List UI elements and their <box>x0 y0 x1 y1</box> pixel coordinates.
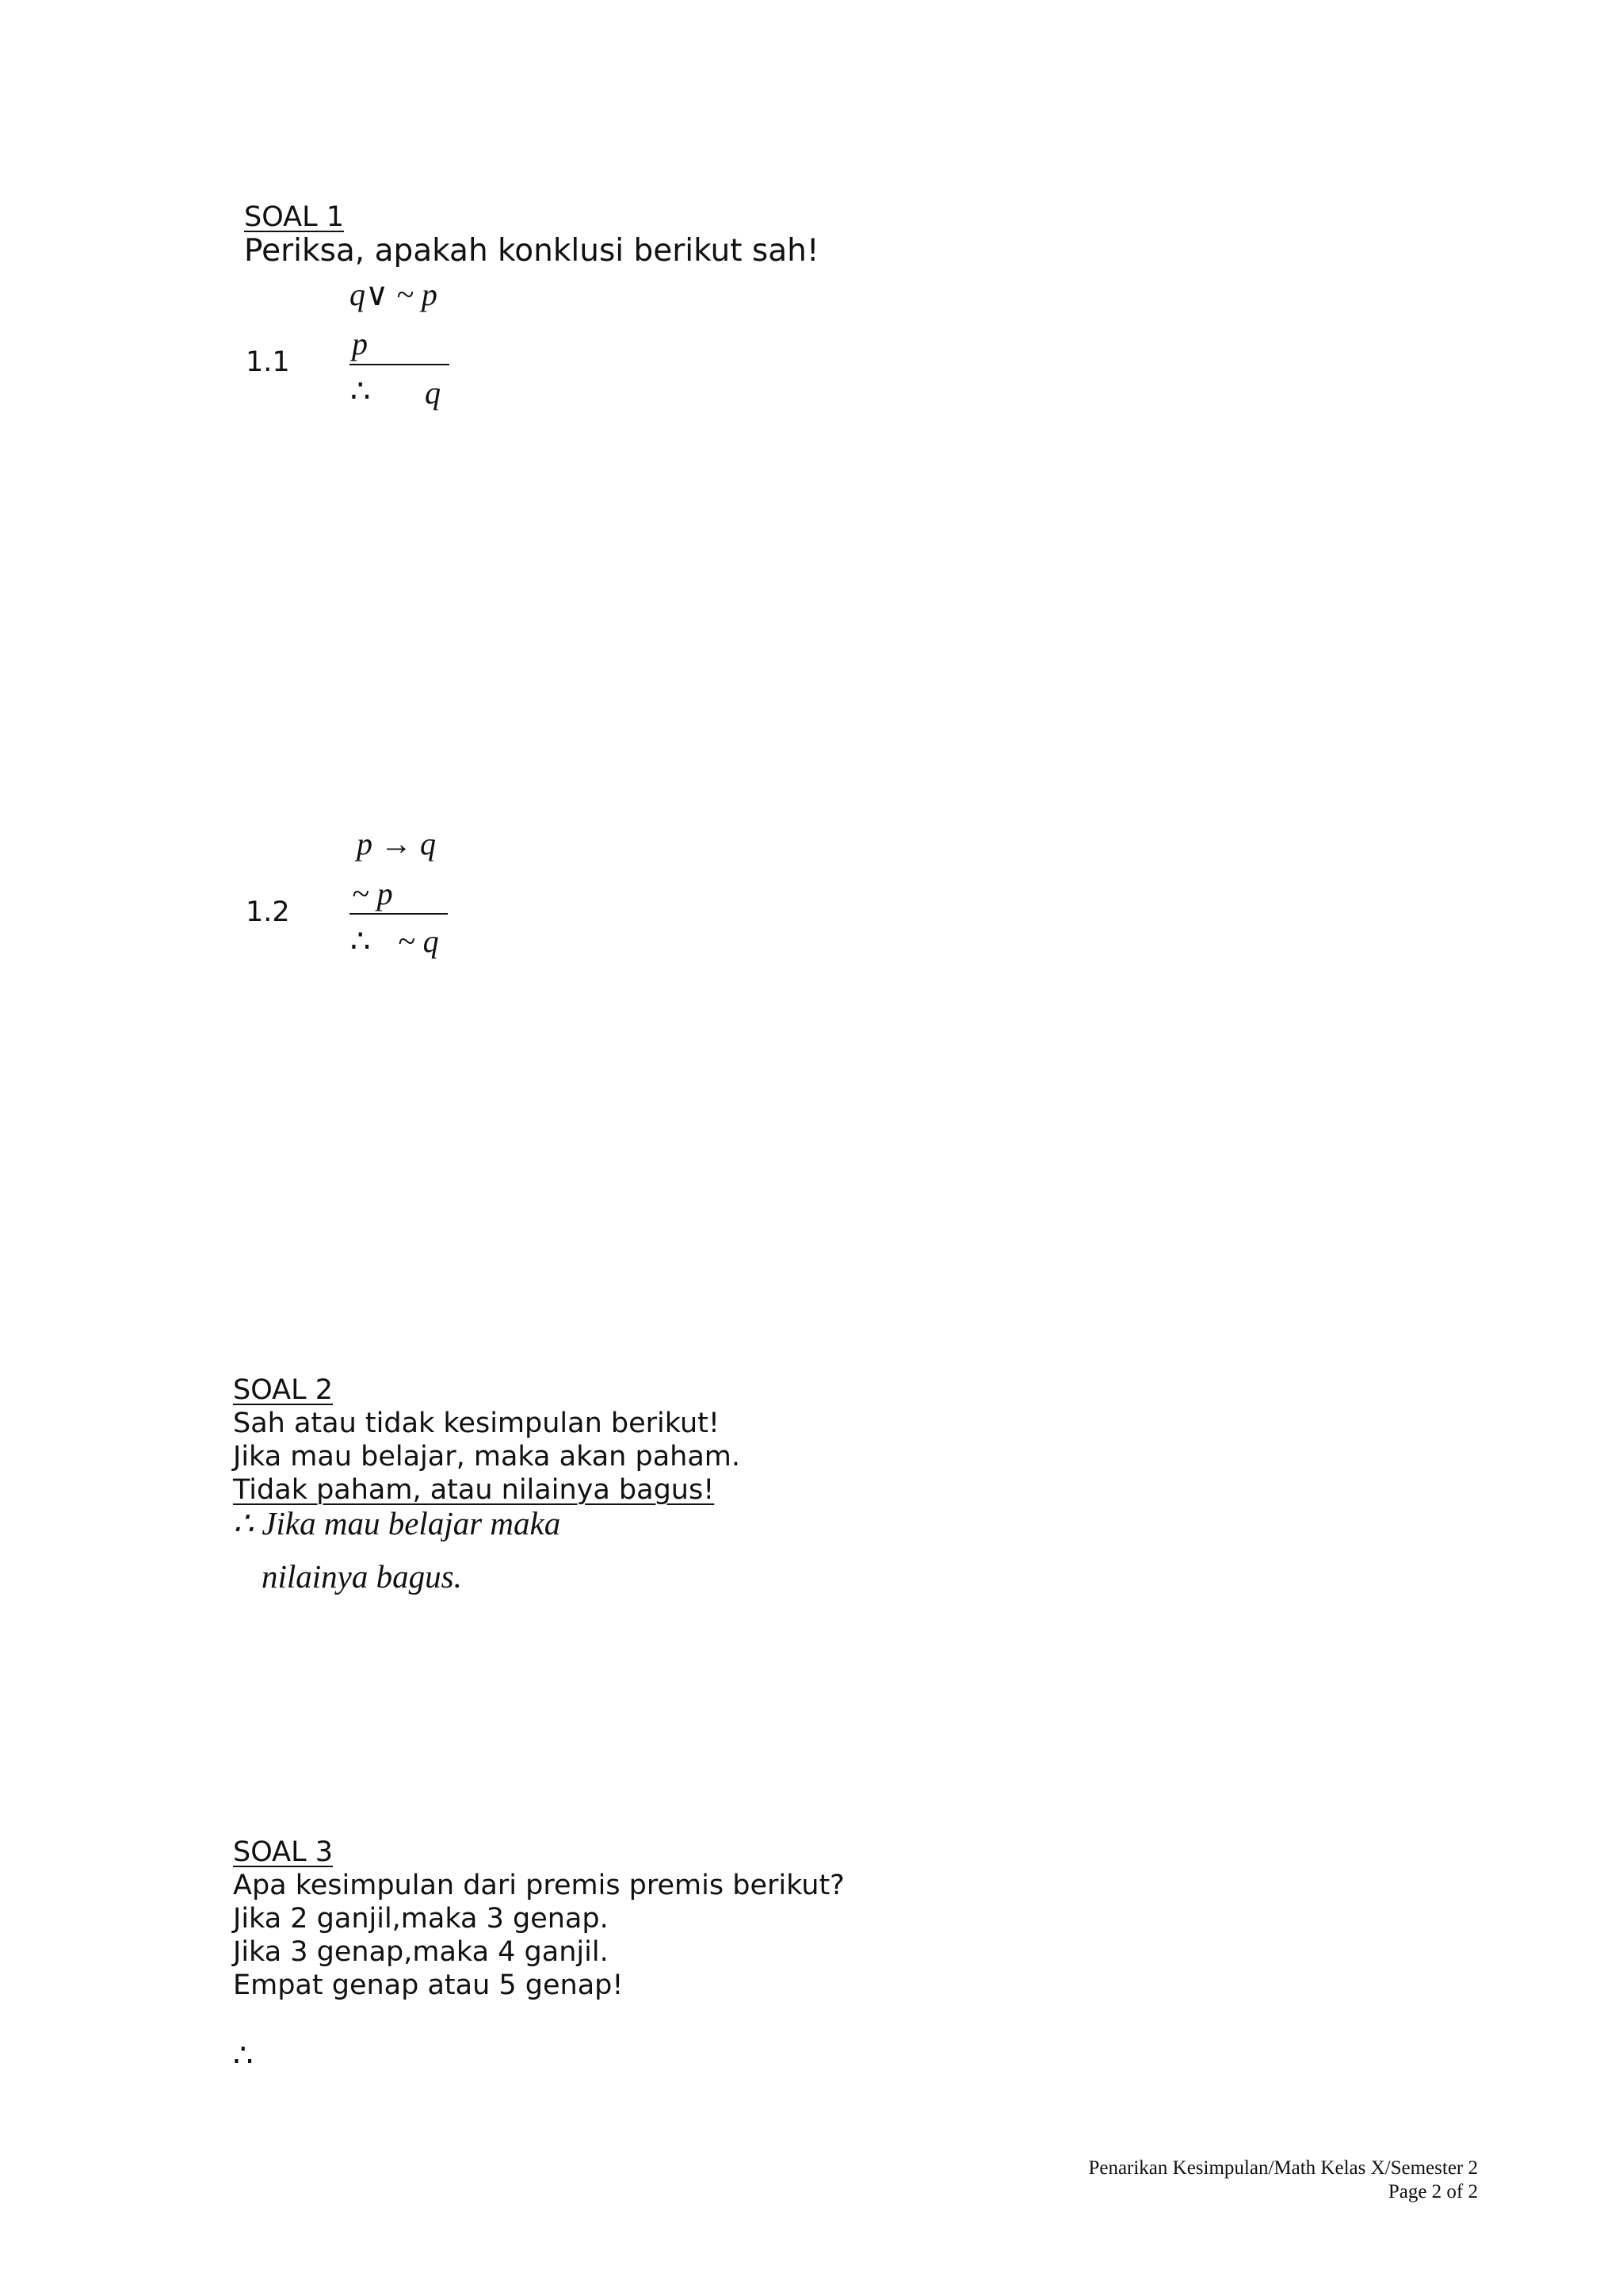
premise-top: q∨ ~ p <box>349 277 437 312</box>
item-number: 1.2 <box>246 896 290 928</box>
premise-bottom: ~ p <box>352 876 393 911</box>
footer-title: Penarikan Kesimpulan/Math Kelas X/Semester 2 <box>1088 2157 1478 2179</box>
inference-line <box>349 364 449 365</box>
soal2-underlined-line: Tidak paham, atau nilainya bagus! <box>233 1474 715 1506</box>
soal3-line: Apa kesimpulan dari premis premis berikut? <box>233 1870 845 1901</box>
inference-line <box>349 913 448 915</box>
soal1-heading: SOAL 1 <box>244 201 344 233</box>
soal2-heading: SOAL 2 <box>233 1374 333 1406</box>
conclusion: q <box>425 375 441 411</box>
soal3-line: Jika 3 genap,maka 4 ganjil. <box>233 1936 609 1968</box>
conclusion: ~ q <box>398 923 439 959</box>
premise-top: p → q <box>357 826 436 861</box>
soal2-conclusion-line2: nilainya bagus. <box>262 1558 462 1595</box>
soal1-instruction: Periksa, apakah konklusi berikut sah! <box>244 233 819 269</box>
soal2-conclusion-line1: ∴ Jika mau belajar maka <box>233 1505 561 1541</box>
soal3-therefore-symbol: ∴ <box>233 2038 254 2073</box>
soal3-line: Jika 2 ganjil,maka 3 genap. <box>233 1903 609 1935</box>
soal2-line: Sah atau tidak kesimpulan berikut! <box>233 1408 720 1439</box>
premise-bottom: p <box>352 326 368 361</box>
therefore-symbol: ∴ <box>350 923 371 959</box>
page-number: Page 2 of 2 <box>1388 2181 1478 2202</box>
footer <box>1088 2157 1478 2204</box>
soal3-line: Empat genap atau 5 genap! <box>233 1969 624 2001</box>
soal3-heading: SOAL 3 <box>233 1836 333 1868</box>
therefore-symbol: ∴ <box>350 373 371 409</box>
item-number: 1.1 <box>246 346 290 378</box>
soal2-line: Jika mau belajar, maka akan paham. <box>233 1441 740 1473</box>
